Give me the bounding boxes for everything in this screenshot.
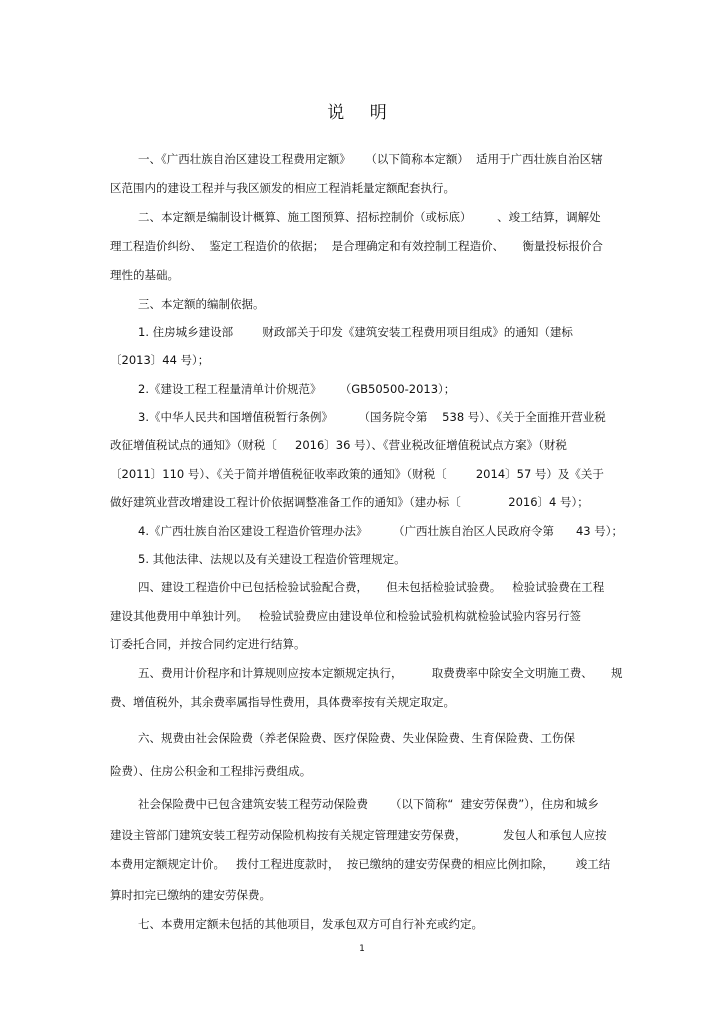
text-line: 5. 其他法律、法规以及有关建设工程造价管理规定。 bbox=[138, 552, 406, 566]
text-line: 一、《广西壮族自治区建设工程费用定额》 （以下简称本定额） 适用于广西壮族自治区辖 bbox=[138, 152, 603, 166]
text-line: 社会保险费中已包含建筑安装工程劳动保险费 （以下简称“ 建安劳保费”），住房和城乡 bbox=[138, 797, 599, 811]
text-line: 建设其他费用中单独计列。 检验试验费应由建设单位和检验试验机构就检验试验内容另行签 bbox=[110, 609, 581, 623]
text-line: 七、本费用定额未包括的其他项目，发承包双方可自行补充或约定。 bbox=[138, 917, 483, 931]
text-line: 五、费用计价程序和计算规则应按本定额规定执行， 取费费率中除安全文明施工费、 规 bbox=[138, 666, 623, 680]
text-line: 建设主管部门建筑安装工程劳动保险机构按有关规定管理建安劳保费， 发包人和承包人应按 bbox=[110, 828, 607, 842]
page-title: 说 明 bbox=[327, 103, 397, 123]
text-line: 2.《建设工程工程量清单计价规范》 （GB50500-2013）； bbox=[138, 382, 456, 396]
text-line: 三、本定额的编制依据。 bbox=[138, 297, 265, 311]
text-line: 做好建筑业营改增建设工程计价依据调整准备工作的通知》（建办标〔 2016〕4 号）； bbox=[110, 495, 589, 509]
text-line: 1. 住房城乡建设部 财政部关于印发《建筑安装工程费用项目组成》的通知（建标 bbox=[138, 325, 573, 339]
text-line: 〔2011〕110 号）、《关于简并增值税征收率政策的通知》（财税〔 2014〕57 号）及《关于 bbox=[110, 467, 604, 481]
text-line: 算时扣完已缴纳的建安劳保费。 bbox=[110, 888, 271, 902]
text-line: 四、建设工程造价中已包括检验试验配合费， 但未包括检验试验费。 检验试验费在工程 bbox=[138, 580, 605, 594]
text-line: 4.《广西壮族自治区建设工程造价管理办法》 （广西壮族自治区人民政府令第 43 号）； bbox=[138, 524, 624, 538]
text-line: 险费）、住房公积金和工程排污费组成。 bbox=[110, 764, 312, 778]
text-line: 改征增值税试点的通知》（财税〔 2016〕36 号）、《营业税改征增值税试点方案》（财税 bbox=[110, 438, 567, 452]
text-line: 本费用定额规定计价。 拨付工程进度款时， 按已缴纳的建安劳保费的相应比例扣除， 竣工结 bbox=[110, 857, 611, 871]
text-line: 费、增值税外，其余费率属指导性费用，具体费率按有关规定取定。 bbox=[110, 695, 455, 709]
page-number: 1 bbox=[359, 944, 365, 954]
text-line: 二、本定额是编制设计概算、施工图预算、招标控制价（或标底） 、竣工结算，调解处 bbox=[138, 210, 601, 224]
text-line: 3.《中华人民共和国增值税暂行条例》 （国务院令第 538 号）、《关于全面推开营业税 bbox=[138, 410, 606, 424]
text-line: 六、规费由社会保险费（养老保险费、医疗保险费、失业保险费、生育保险费、工伤保 bbox=[138, 731, 575, 745]
text-line: 〔2013〕44 号）； bbox=[110, 353, 210, 367]
text-line: 理工程造价纠纷、 鉴定工程造价的依据； 是合理确定和有效控制工程造价、 衡量投标报价合 bbox=[110, 239, 603, 253]
text-line: 区范围内的建设工程并与我区颁发的相应工程消耗量定额配套执行。 bbox=[110, 181, 455, 195]
text-line: 理性的基础。 bbox=[110, 268, 179, 282]
text-line: 订委托合同，并按合同约定进行结算。 bbox=[110, 637, 306, 651]
